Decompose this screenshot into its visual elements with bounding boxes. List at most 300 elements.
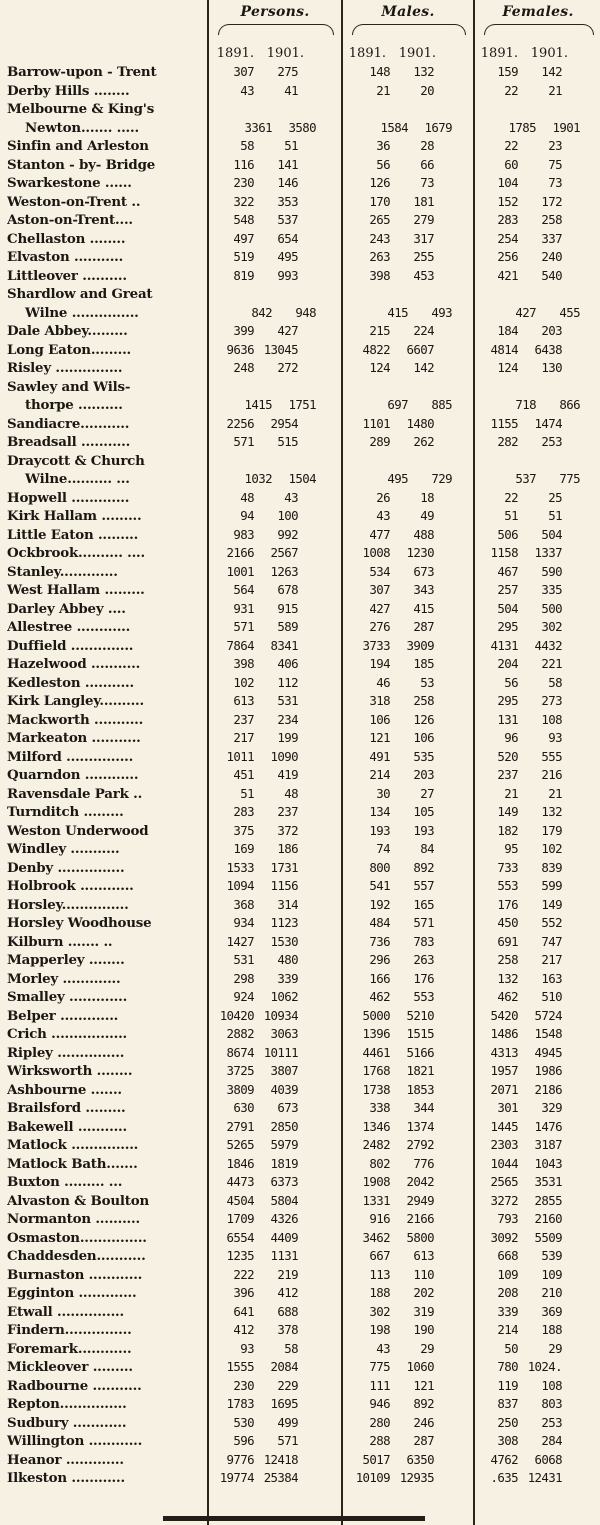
females-1891: 780	[497, 1359, 518, 1374]
table-row	[7, 840, 597, 859]
table-row	[7, 785, 597, 804]
place-name: Mickleover .........	[7, 1359, 133, 1375]
table-row	[7, 1099, 597, 1118]
table-row	[7, 452, 597, 471]
males-1901: 344	[413, 1100, 434, 1115]
males-1901: 106	[413, 730, 434, 745]
table-row	[7, 877, 597, 896]
persons-1901: 406	[277, 656, 298, 671]
persons-1891: 169	[233, 841, 254, 856]
females-1901: 1548	[534, 1026, 562, 1041]
females-1891: 504	[497, 600, 518, 616]
males-1891: 5000	[362, 1007, 390, 1023]
males-1891: 198	[369, 1322, 390, 1337]
persons-1901: 495	[277, 249, 298, 264]
females-1891: 3272	[490, 1192, 518, 1208]
males-1891: 802	[369, 1155, 390, 1171]
males-1891: 276	[369, 619, 390, 634]
males-1901: 319	[413, 1303, 434, 1319]
place-name: Kilburn ....... ..	[7, 933, 113, 950]
persons-1891: 596	[233, 1433, 254, 1448]
table-row	[7, 285, 597, 304]
females-1891: 257	[497, 582, 518, 597]
females-1891: 2565	[490, 1174, 518, 1189]
place-name: Sudbury ............	[7, 1414, 127, 1431]
persons-1901: 2084	[270, 1359, 298, 1374]
persons-1901: 10934	[263, 1007, 298, 1023]
females-1891: 22	[504, 489, 518, 505]
females-1891: 250	[497, 1414, 518, 1430]
persons-1901: 678	[277, 582, 298, 597]
persons-1891: 8674	[226, 1044, 254, 1060]
place-name: Matlock Bath.......	[7, 1155, 138, 1172]
persons-1901: 314	[277, 896, 298, 912]
place-name: Draycott & Church	[7, 452, 145, 469]
males-1891: 192	[369, 896, 390, 912]
females-1891: 283	[497, 212, 518, 227]
table-row	[7, 1229, 597, 1248]
place-name: Findern...............	[7, 1322, 132, 1338]
females-1891: 4131	[490, 637, 518, 653]
persons-1891: 4504	[226, 1192, 254, 1208]
place-name: Foremark............	[7, 1340, 132, 1357]
place-name: West Hallam .........	[7, 582, 145, 598]
persons-1901: 3807	[270, 1063, 298, 1078]
table-row	[7, 230, 597, 249]
persons-1901: 58	[284, 1340, 298, 1356]
females-1891: 152	[497, 193, 518, 209]
males-1891: 106	[369, 711, 390, 727]
place-name: Stanley.............	[7, 563, 118, 580]
table-row	[7, 914, 597, 933]
persons-1901: 353	[277, 193, 298, 209]
males-1891: 243	[369, 230, 390, 246]
males-1901: 343	[413, 582, 434, 597]
females-1901: 273	[541, 693, 562, 708]
persons-1901: 948	[295, 304, 316, 320]
females-1901: 2855	[534, 1192, 562, 1208]
persons-1901: 1751	[288, 397, 316, 412]
males-1891: 111	[369, 1377, 390, 1393]
persons-1891: 1846	[226, 1155, 254, 1171]
place-name: Long Eaton.........	[7, 341, 131, 358]
males-1891: 1331	[362, 1192, 390, 1208]
males-1901: 1060	[406, 1359, 434, 1374]
males-1891: 946	[369, 1396, 390, 1411]
persons-1901: 141	[277, 156, 298, 172]
males-1901: 279	[413, 212, 434, 227]
males-1901: 193	[413, 822, 434, 838]
persons-1901: 339	[277, 970, 298, 986]
females-1901: 839	[541, 859, 562, 875]
place-name: Sinfin and Arleston	[7, 138, 149, 154]
females-1891: 837	[497, 1396, 518, 1411]
persons-1891: 10420	[219, 1007, 254, 1023]
males-1891: 56	[376, 156, 390, 172]
females-1891: 124	[497, 360, 518, 375]
persons-1891: 230	[233, 175, 254, 190]
females-1901: 3531	[534, 1174, 562, 1189]
females-1891: 176	[497, 896, 518, 912]
males-1901: 776	[413, 1155, 434, 1171]
persons-1901: 1530	[270, 933, 298, 949]
persons-1891: 571	[233, 619, 254, 634]
persons-1891: 531	[233, 952, 254, 967]
place-name: Heanor .............	[7, 1451, 124, 1468]
persons-1891: 396	[233, 1285, 254, 1300]
females-1901: 775	[559, 471, 580, 486]
persons-1901: 1263	[270, 563, 298, 579]
females-1891: 22	[504, 138, 518, 153]
place-name: Normanton ..........	[7, 1211, 140, 1227]
persons-1901: 234	[277, 711, 298, 727]
males-1901: 142	[413, 360, 434, 375]
females-1891: 506	[497, 526, 518, 542]
table-row	[7, 600, 597, 619]
females-1891: 182	[497, 822, 518, 838]
females-1901: 203	[541, 323, 562, 338]
persons-1901: 5804	[270, 1192, 298, 1208]
females-1891: 553	[497, 878, 518, 893]
females-1901: 866	[559, 397, 580, 412]
females-1901: 4432	[534, 637, 562, 653]
persons-1891: 2882	[226, 1026, 254, 1041]
place-name: Windley ...........	[7, 841, 120, 857]
persons-1901: 1695	[270, 1396, 298, 1411]
males-1901: 246	[413, 1414, 434, 1430]
place-name: Wirksworth ........	[7, 1063, 133, 1079]
males-1891: 3733	[362, 637, 390, 653]
males-1891: 697	[387, 397, 408, 412]
persons-1891: 641	[233, 1303, 254, 1319]
persons-1901: 992	[277, 526, 298, 542]
males-1891: 398	[369, 267, 390, 283]
persons-1901: 5979	[270, 1137, 298, 1152]
place-name: Turnditch .........	[7, 804, 124, 820]
females-1891: 1155	[490, 415, 518, 431]
table-row	[7, 1118, 597, 1137]
table-row	[7, 304, 597, 323]
males-1901: 132	[413, 64, 434, 79]
persons-1901: 1131	[270, 1248, 298, 1263]
persons-1891: 2166	[226, 545, 254, 560]
place-name: Darley Abbey ....	[7, 600, 126, 617]
place-name: Duffield ..............	[7, 637, 134, 654]
table-row	[7, 1210, 597, 1229]
males-1901: 535	[413, 748, 434, 764]
females-1891: 96	[504, 730, 518, 745]
males-1901: 493	[431, 304, 452, 320]
place-name: Crich .................	[7, 1026, 128, 1042]
males-1901: 5166	[406, 1044, 434, 1060]
males-1891: 916	[369, 1211, 390, 1226]
females-1901: 102	[541, 841, 562, 856]
females-1901: 21	[548, 82, 562, 98]
place-name: Egginton .............	[7, 1285, 137, 1301]
males-1901: 1679	[424, 119, 452, 135]
persons-1891: 237	[233, 711, 254, 727]
males-heading: Males.	[381, 4, 435, 20]
persons-1901: 2850	[270, 1118, 298, 1134]
males-1901: 262	[413, 434, 434, 449]
place-name: Hazelwood ...........	[7, 656, 141, 672]
persons-1891: 613	[233, 693, 254, 708]
females-1891: 56	[504, 674, 518, 690]
females-1901: 2186	[534, 1081, 562, 1097]
place-name: Matlock ...............	[7, 1137, 139, 1153]
table-row	[7, 211, 597, 230]
persons-1901: 654	[277, 230, 298, 246]
persons-1901: 51	[284, 138, 298, 153]
persons-1891: 630	[233, 1100, 254, 1115]
year-1891: 1891.	[348, 46, 386, 61]
persons-1901: 43	[284, 489, 298, 505]
females-1891: 1957	[490, 1063, 518, 1078]
table-row	[7, 748, 597, 767]
females-1901: 149	[541, 896, 562, 912]
males-1901: 287	[413, 1433, 434, 1448]
place-name: Ilkeston ............	[7, 1470, 125, 1486]
males-1901: 1821	[406, 1063, 434, 1078]
table-row	[7, 433, 597, 452]
persons-1901: 199	[277, 730, 298, 745]
place-name: Denby ...............	[7, 859, 125, 876]
females-1891: 462	[497, 989, 518, 1004]
females-1891: 2071	[490, 1081, 518, 1097]
year-1901: 1901.	[530, 46, 568, 61]
persons-1891: 1533	[226, 859, 254, 875]
males-1901: 110	[413, 1266, 434, 1282]
table-row	[7, 267, 597, 286]
males-1901: 66	[420, 156, 434, 172]
table-row	[7, 766, 597, 785]
females-1901: 369	[541, 1303, 562, 1319]
males-1901: 6350	[406, 1451, 434, 1467]
males-1901: 12935	[399, 1470, 434, 1485]
table-row	[7, 803, 597, 822]
place-name: Repton...............	[7, 1396, 127, 1412]
females-1891: 2303	[490, 1137, 518, 1152]
females-1891: 1158	[490, 545, 518, 560]
persons-1891: 51	[240, 785, 254, 801]
table-row	[7, 1192, 597, 1211]
table-row	[7, 396, 597, 415]
males-1901: 181	[413, 193, 434, 209]
males-1901: 673	[413, 563, 434, 579]
persons-1891: 230	[233, 1377, 254, 1393]
place-name: Ockbrook.......... ....	[7, 545, 145, 561]
persons-1901: 499	[277, 1414, 298, 1430]
males-1901: 121	[413, 1377, 434, 1393]
persons-1901: 2567	[270, 545, 298, 560]
place-name: Willington ............	[7, 1433, 143, 1449]
table-row	[7, 341, 597, 360]
persons-1891: 2791	[226, 1118, 254, 1134]
males-1891: 43	[376, 508, 390, 523]
females-1901: 337	[541, 230, 562, 246]
place-name: Risley ...............	[7, 360, 123, 376]
table-row	[7, 1432, 597, 1451]
females-1901: 75	[548, 156, 562, 172]
persons-1901: 146	[277, 175, 298, 190]
males-1891: 21	[376, 82, 390, 98]
males-1901: 1374	[406, 1118, 434, 1134]
males-1891: 462	[369, 989, 390, 1004]
table-row	[7, 896, 597, 915]
females-1901: 6068	[534, 1451, 562, 1467]
females-years	[478, 46, 568, 61]
females-1891: 95	[504, 841, 518, 856]
table-row	[7, 119, 597, 138]
place-name: Kirk Langley..........	[7, 693, 144, 709]
females-1901: 172	[541, 193, 562, 209]
table-row	[7, 618, 597, 637]
females-1891: 1445	[490, 1118, 518, 1134]
persons-1901: 237	[277, 804, 298, 819]
females-1901: 130	[541, 360, 562, 375]
females-1901: 1476	[534, 1118, 562, 1134]
year-1901: 1901.	[398, 46, 436, 61]
table-row	[7, 156, 597, 175]
place-name: Allestree ............	[7, 619, 131, 635]
table-row	[7, 637, 597, 656]
persons-1891: 3361	[244, 119, 272, 135]
persons-1891: 399	[233, 323, 254, 338]
females-1891: 21	[504, 785, 518, 801]
males-1891: 477	[369, 526, 390, 542]
persons-1901: 1090	[270, 748, 298, 764]
males-1901: 203	[413, 767, 434, 782]
place-name: Radbourne ...........	[7, 1377, 142, 1394]
males-1901: 105	[413, 804, 434, 819]
females-1891: 184	[497, 323, 518, 338]
males-1891: 126	[369, 175, 390, 190]
table-row	[7, 1155, 597, 1174]
persons-1891: 519	[233, 249, 254, 264]
table-row	[7, 1007, 597, 1026]
females-1901: 188	[541, 1322, 562, 1337]
females-1901: 5509	[534, 1229, 562, 1245]
persons-heading: Persons.	[240, 4, 310, 20]
place-name: Wilne ...............	[25, 304, 139, 321]
persons-1891: 298	[233, 970, 254, 986]
females-1891: 159	[497, 64, 518, 79]
females-1891: 4313	[490, 1044, 518, 1060]
males-1891: 484	[369, 915, 390, 930]
females-1891: 3092	[490, 1229, 518, 1245]
females-1891: 733	[497, 859, 518, 875]
table-row	[7, 137, 597, 156]
persons-1901: 10111	[263, 1044, 298, 1060]
males-1901: 613	[413, 1248, 434, 1263]
table-body	[7, 63, 597, 1488]
females-1891: 131	[497, 711, 518, 727]
persons-1901: 4326	[270, 1211, 298, 1226]
persons-1891: 2256	[226, 415, 254, 431]
females-1891: 793	[497, 1211, 518, 1226]
place-name: Quarndon ............	[7, 767, 139, 783]
year-1891: 1891.	[216, 46, 254, 61]
females-1901: 240	[541, 249, 562, 264]
males-1901: 18	[420, 489, 434, 505]
females-1901: 179	[541, 822, 562, 838]
place-name: Osmaston...............	[7, 1229, 147, 1246]
males-brace	[352, 24, 466, 35]
females-1891: 119	[497, 1377, 518, 1393]
persons-1891: 3725	[226, 1063, 254, 1078]
males-1901: 28	[420, 138, 434, 153]
table-row	[7, 581, 597, 600]
persons-1901: 515	[277, 434, 298, 449]
persons-1891: 222	[233, 1266, 254, 1282]
persons-1891: 48	[240, 489, 254, 505]
place-name: Dale Abbey.........	[7, 323, 128, 339]
males-1901: 258	[413, 693, 434, 708]
persons-1901: 48	[284, 785, 298, 801]
table-row	[7, 933, 597, 952]
males-1891: 1008	[362, 545, 390, 560]
males-1891: 2482	[362, 1137, 390, 1152]
table-row	[7, 1173, 597, 1192]
persons-1901: 427	[277, 323, 298, 338]
females-1891: 51	[504, 508, 518, 523]
females-1891: 301	[497, 1100, 518, 1115]
males-1901: 287	[413, 619, 434, 634]
males-1901: 176	[413, 970, 434, 986]
table-row	[7, 1377, 597, 1396]
males-1891: 170	[369, 193, 390, 209]
place-name: Belper .............	[7, 1007, 119, 1024]
females-1901: 284	[541, 1433, 562, 1448]
place-name: Swarkestone ......	[7, 175, 132, 191]
males-1891: 4461	[362, 1044, 390, 1060]
females-1891: 5420	[490, 1007, 518, 1023]
table-row	[7, 988, 597, 1007]
males-1901: 2166	[406, 1211, 434, 1226]
females-1901: 1474	[534, 415, 562, 431]
females-1891: 22	[504, 82, 518, 98]
persons-1891: 451	[233, 767, 254, 782]
persons-1891: 94	[240, 508, 254, 523]
males-1891: 415	[387, 304, 408, 320]
females-1891: .635	[490, 1470, 518, 1485]
persons-1891: 1415	[244, 397, 272, 412]
females-1901: 803	[541, 1396, 562, 1411]
place-name: Markeaton ...........	[7, 730, 141, 746]
place-name: Wilne.......... ...	[25, 471, 130, 487]
place-name: Etwall ...............	[7, 1303, 124, 1320]
males-1891: 263	[369, 249, 390, 264]
males-1891: 1768	[362, 1063, 390, 1078]
persons-1901: 275	[277, 64, 298, 79]
males-1901: 317	[413, 230, 434, 246]
persons-1891: 1235	[226, 1248, 254, 1263]
males-1891: 302	[369, 1303, 390, 1319]
females-1901: 539	[541, 1248, 562, 1263]
persons-1891: 564	[233, 582, 254, 597]
males-1891: 1346	[362, 1118, 390, 1134]
place-name: Buxton ......... ...	[7, 1174, 123, 1190]
place-name: Holbrook ............	[7, 878, 134, 894]
persons-1901: 2954	[270, 415, 298, 431]
place-name: Littleover ..........	[7, 267, 127, 284]
table-row	[7, 711, 597, 730]
females-1891: 537	[515, 471, 536, 486]
males-1891: 736	[369, 933, 390, 949]
females-1901: 108	[541, 1377, 562, 1393]
males-1891: 134	[369, 804, 390, 819]
persons-1891: 571	[233, 434, 254, 449]
